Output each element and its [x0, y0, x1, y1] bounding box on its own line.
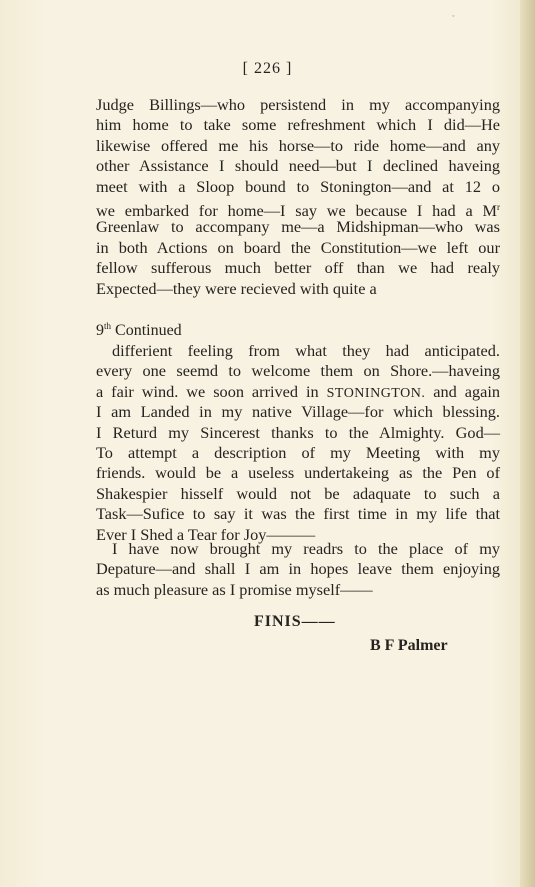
paragraph-2: [96, 341, 500, 545]
text-line: Greenlaw to accompany me—a Midshipman—who was: [96, 217, 500, 237]
text-line: Judge Billings—who persistend in my accompanying: [96, 95, 500, 114]
text-line: I have now brought my readrs to the place of my: [112, 539, 500, 558]
text-line: Shakespier hisself would not be adaquate to such a: [96, 483, 500, 503]
text-line: To attempt a description of my Meeting with my: [96, 442, 500, 462]
text-line: Task—Sufice to say it was the first time in my life that: [96, 504, 500, 524]
author-signature: B F Palmer: [370, 637, 448, 654]
heading-label: Continued: [115, 322, 182, 339]
text-line: every one seemd to welcome them on Shore.—haveing: [96, 361, 500, 381]
text-line: Ever I Shed a Tear for Joy———: [96, 524, 316, 544]
text-line: differient feeling from what they had anticipated.: [112, 341, 500, 360]
text-line: him home to take some refreshment which I did—He: [96, 115, 500, 135]
text-line-body: we embarked for home—I say we because I had a M: [96, 200, 497, 220]
paragraph-3: [96, 539, 500, 600]
text-line: likewise offered me his horse—to ride home—and any: [96, 135, 500, 155]
text-line: I am Landed in my native Village—for which blessing.: [96, 402, 500, 422]
margin-mark: ˇ: [452, 14, 455, 23]
section-heading: [96, 316, 500, 341]
page-edge: [520, 0, 535, 887]
text-line-mr: [96, 197, 500, 220]
place-name: STONINGTON.: [326, 385, 426, 401]
paragraph-1: [96, 95, 500, 299]
text-line: other Assistance I should need—but I declined haveing: [96, 156, 500, 176]
page-number: [ 226 ]: [242, 60, 293, 77]
text-fragment: a fair wind. we soon arrived in: [96, 381, 319, 401]
finis-heading: FINIS——: [254, 613, 336, 630]
mr-superscript: r: [497, 201, 500, 212]
text-line: I Returd my Sincerest thanks to the Almighty. God—: [96, 422, 500, 442]
text-line-place: [96, 382, 500, 402]
text-line: Expected—they were recieved with quite a: [96, 278, 377, 298]
heading-day: 9: [96, 322, 104, 339]
text-line: friends. would be a useless undertakeing as the Pen of: [96, 463, 500, 483]
heading-suffix: th: [104, 321, 112, 331]
text-line: meet with a Sloop bound to Stonington—and at 12 o: [96, 176, 500, 196]
text-line: in both Actions on board the Constitution—we left our: [96, 237, 500, 257]
text-line: Depature—and shall I am in hopes leave them enjoying: [96, 559, 500, 579]
text-line: fellow sufferous much better off than we had realy: [96, 258, 500, 278]
text-fragment: and again: [433, 381, 500, 401]
text-line: as much pleasure as I promise myself——: [96, 579, 373, 599]
